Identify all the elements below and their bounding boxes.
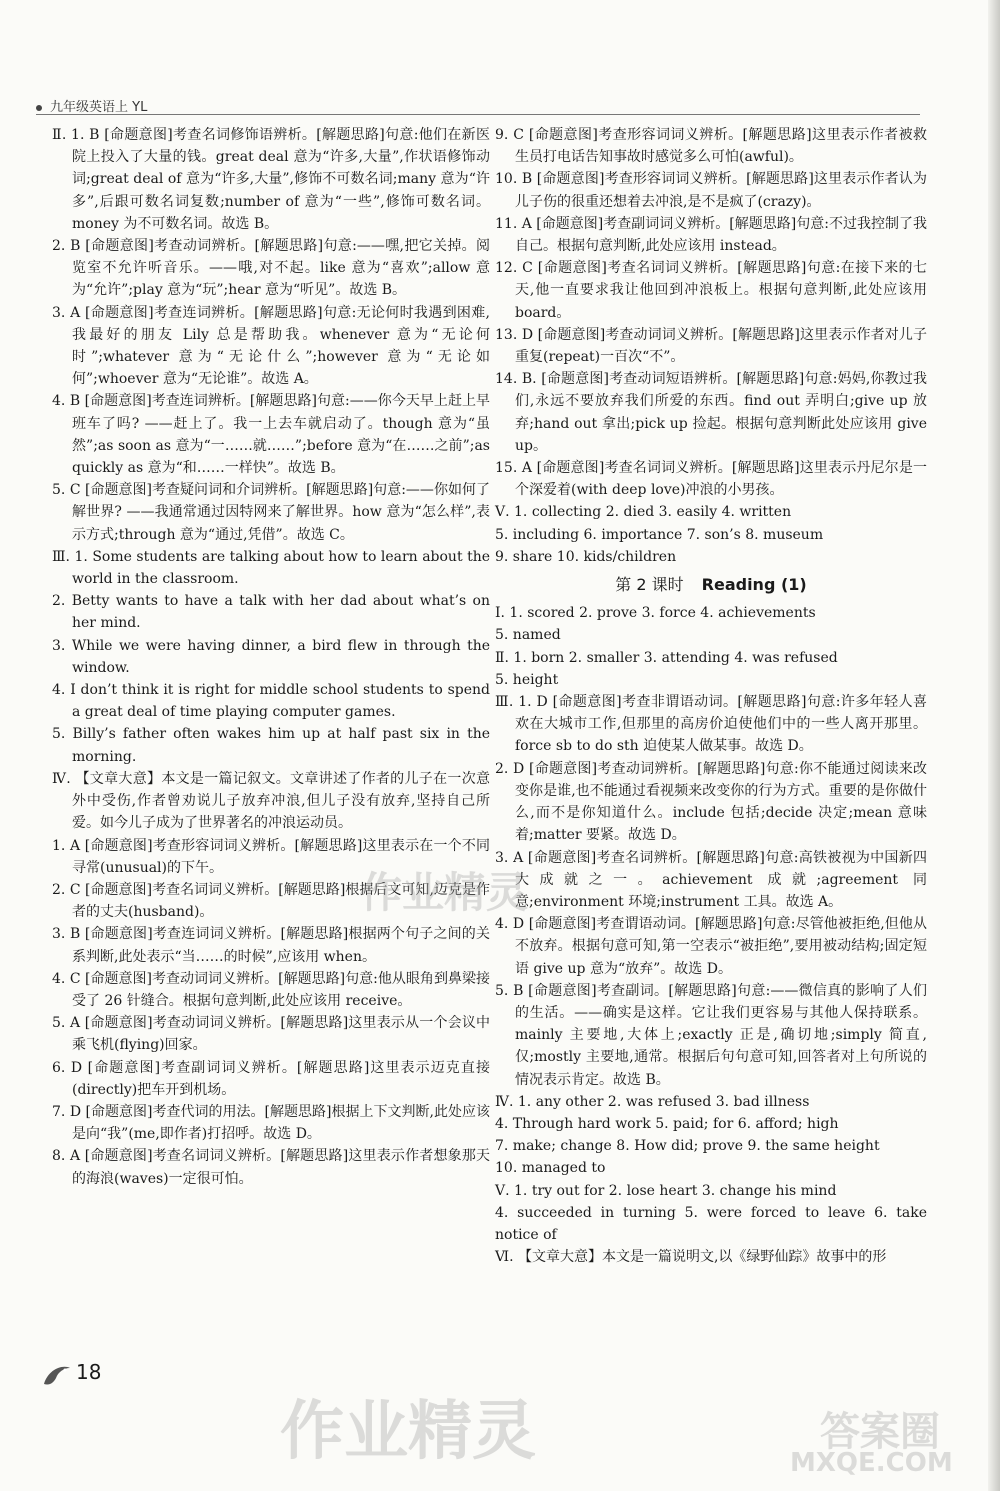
answer-item: 3. A [命题意图]考查连词辨析。[解题思路]句意:无论何时我遇到困难,我最好的朋友 Lily 总是帮助我。whenever 意为“无论何时”;whatever 意为“无论什么”;however 意为“无论如何”;whoever 意为“无论谁”。故选 A。 <box>52 304 490 388</box>
watermark: 作业精灵 <box>280 1395 536 1469</box>
answer-item: 3. B [命题意图]考查连词词义辨析。[解题思路]根据两个句子之间的关系判断,此处表示“当……的时候”,应该用 when。 <box>52 926 490 965</box>
answer-item: 4. succeeded in turning 5. were forced to leave 6. take notice of <box>495 1204 927 1243</box>
answer-item: 11. A [命题意图]考查副词词义辨析。[解题思路]句意:不过我控制了我自己。根据句意判断,此处应该用 instead。 <box>495 215 927 255</box>
answer-item: 1. A [命题意图]考查形容词词义辨析。[解题思路]这里表示在一个不同寻常(unusual)的下午。 <box>52 837 490 876</box>
answer-item: 6. D [命题意图]考查副词词义辨析。[解题思路]这里表示迈克直接(directly)把车开到机场。 <box>52 1059 490 1098</box>
answer-item: 3. While we were having dinner, a bird flew in through the window. <box>52 637 490 676</box>
answer-item: Ⅱ. 1. born 2. smaller 3. attending 4. was refused <box>495 649 838 666</box>
lesson-heading <box>495 574 927 596</box>
answer-item: 12. C [命题意图]考查名词词义辨析。[解题思路]句意:在接下来的七天,他一直要求我让他回到冲浪板上。根据句意判断,此处应该用 board。 <box>495 260 927 321</box>
right-column <box>495 124 927 1268</box>
answer-item: 2. B [命题意图]考查动词辨析。[解题思路]句意:——嘿,把它关掉。阅览室不允许听音乐。——哦,对不起。like 意为“喜欢”;allow 意为“允许”;play 意为“玩”;hear 意为“听见”。故选 B。 <box>52 238 490 299</box>
answer-item: Ⅳ. 【文章大意】本文是一篇记叙文。文章讲述了作者的儿子在一次意外中受伤,作者曾劝说儿子放弃冲浪,但儿子没有放弃,坚持自己所爱。如今儿子成为了世界著名的冲浪运动员。 <box>52 770 490 832</box>
answer-item: 5. height <box>495 671 559 688</box>
answer-item: 9. C [命题意图]考查形容词词义辨析。[解题思路]这里表示作者被救生员打电话告知事故时感觉多么可怕(awful)。 <box>495 127 927 166</box>
answer-item: 5. A [命题意图]考查动词词义辨析。[解题思路]这里表示从一个会议中乘飞机(flying)回家。 <box>52 1015 490 1054</box>
answer-item: 14. B. [命题意图]考查动词短语辨析。[解题思路]句意:妈妈,你教过我们,永远不要放弃我们所爱的东西。find out 弄明白;give up 放弃;hand out 拿出;pick up 捡起。根据句意判断此处应该用 give up。 <box>495 371 927 454</box>
answer-item: 10. managed to <box>495 1160 606 1177</box>
answer-item: 5. B [命题意图]考查副词。[解题思路]句意:——微信真的影响了人们的生活。——确实是这样。它让我们更容易与其他人保持联系。mainly 主要地,大体上;exactly 正是,确切地;simply 简直,仅;mostly 主要地,通常。根据后句句意可知,回答者对上句所说的情况表示肯定。故选 B。 <box>495 982 927 1088</box>
bullet-icon <box>36 105 42 111</box>
answer-item: 5. C [命题意图]考查疑问词和介词辨析。[解题思路]句意:——你如何了解世界? ——我通常通过因特网来了解世界。how 意为“怎么样”,表示方式;through 意为“通过,凭借”。故选 C。 <box>52 482 490 543</box>
answer-item: 4. Through hard work 5. paid; for 6. afford; high <box>495 1115 839 1132</box>
answer-item: 15. A [命题意图]考查名词词义辨析。[解题思路]这里表示丹尼尔是一个深爱着(with deep love)冲浪的小男孩。 <box>495 460 927 499</box>
answer-item: 8. A [命题意图]考查名词词义辨析。[解题思路]这里表示作者想象那天的海浪(waves)一定很可怕。 <box>52 1148 490 1187</box>
running-header <box>36 96 147 115</box>
answer-item: Ⅱ. 1. B [命题意图]考查名词修饰语辨析。[解题思路]句意:他们在新医院上投入了大量的钱。great deal 意为“许多,大量”,作状语修饰动词;great deal of 意为“许多,大量”,修饰不可数名词;many 意为“许多”,后跟可数名词复数;number of 意为“一些”,修饰可数名词。money 为不可数名词。故选 B。 <box>52 127 490 232</box>
answer-item: 7. D [命题意图]考查代词的用法。[解题思路]根据上下文判断,此处应该是向“我”(me,即作者)打招呼。故选 D。 <box>52 1103 490 1143</box>
page-number: 18 <box>76 1360 102 1384</box>
answer-item: 4. B [命题意图]考查连词辨析。[解题思路]句意:——你今天早上赶上早班车了吗? ——赶上了。我一上去车就启动了。though 意为“虽然”;as soon as 意为“一……就……”;before 意为“在……之前”;as quickly as 意为“和……一样快”。故选 B。 <box>52 393 490 477</box>
page-edge-shadow <box>988 0 1000 1491</box>
answer-item: 7. make; change 8. How did; prove 9. the same height <box>495 1138 880 1155</box>
lesson-reading: Reading (1) <box>701 575 807 595</box>
answer-item: 4. I don’t think it is right for middle school students to spend a great deal of time playing computer games. <box>52 682 490 721</box>
answer-item: 2. Betty wants to have a talk with her dad about what’s on her mind. <box>52 593 490 632</box>
answer-item: Ⅰ. 1. scored 2. prove 3. force 4. achievements <box>495 605 816 622</box>
answer-item: Ⅴ. 1. try out for 2. lose heart 3. change his mind <box>495 1182 837 1199</box>
answer-item: 5. named <box>495 627 561 644</box>
watermark: MXQE.COM <box>790 1448 953 1478</box>
left-column <box>52 124 490 1190</box>
answer-item: Ⅲ. 1. D [命题意图]考查非谓语动词。[解题思路]句意:许多年轻人喜欢在大城市工作,但那里的高房价迫使他们中的一些人离开那里。force sb to do sth 迫使某人做某事。故选 D。 <box>495 694 927 755</box>
answer-item: 9. share 10. kids/children <box>495 548 677 565</box>
answer-item: 4. D [命题意图]考查谓语动词。[解题思路]句意:尽管他被拒绝,但他从不放弃。根据句意可知,第一空表示“被拒绝”,要用被动结构;固定短语 give up 意为“放弃”。故选 D。 <box>495 916 927 977</box>
dolphin-logo-icon <box>40 1358 74 1392</box>
answer-item: 2. D [命题意图]考查动词辨析。[解题思路]句意:你不能通过阅读来改变你是谁,也不能通过看视频来改变你的行为方式。重要的是你做什么,而不是你知道什么。include 包括;decide 决定;mean 意味着;matter 要紧。故选 D。 <box>495 760 927 844</box>
lesson-title: 第 2 课时 <box>615 575 684 595</box>
answer-item: 5. Billy’s father often wakes him up at half past six in the morning. <box>52 726 490 765</box>
answer-item: 4. C [命题意图]考查动词词义辨析。[解题思路]句意:他从眼角到鼻梁接受了 26 针缝合。根据句意判断,此处应该用 receive。 <box>52 970 490 1009</box>
answer-item: 5. including 6. importance 7. son’s 8. museum <box>495 526 824 543</box>
answer-item: Ⅲ. 1. Some students are talking about how to learn about the world in the classroom. <box>52 548 490 588</box>
answer-item: 13. D [命题意图]考查动词词义辨析。[解题思路]这里表示作者对儿子重复(repeat)一百次“不”。 <box>495 326 927 366</box>
answer-item: Ⅵ. 【文章大意】本文是一篇说明文,以《绿野仙踪》故事中的形 <box>495 1249 887 1266</box>
watermark: 作业精灵 <box>360 868 529 917</box>
answer-item: Ⅴ. 1. collecting 2. died 3. easily 4. written <box>495 504 792 521</box>
answer-item: 2. C [命题意图]考查名词词义辨析。[解题思路]根据后文可知,迈克是作者的丈夫(husband)。 <box>52 881 490 921</box>
answer-item: 10. B [命题意图]考查形容词词义辨析。[解题思路]这里表示作者认为儿子伤的很重还想着去冲浪,是不是疯了(crazy)。 <box>495 171 927 210</box>
answer-item: 3. A [命题意图]考查名词辨析。[解题思路]句意:高铁被视为中国新四大成就之一。achievement 成就;agreement 同意;environment 环境;instrument 工具。故选 A。 <box>495 849 927 910</box>
header-rule <box>36 114 920 115</box>
watermark: 答案圈 <box>820 1409 940 1455</box>
answer-item: Ⅳ. 1. any other 2. was refused 3. bad illness <box>495 1093 810 1110</box>
header-text: 九年级英语上 YL <box>50 100 148 115</box>
